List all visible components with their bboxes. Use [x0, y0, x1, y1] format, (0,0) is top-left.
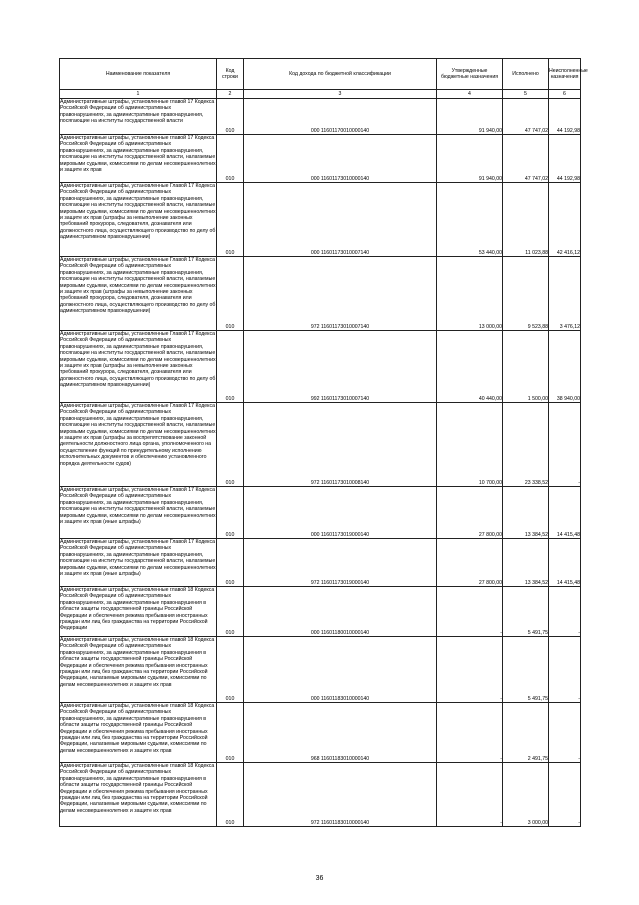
table-row: [60, 135, 581, 183]
indicator-name: Административные штрафы, установленные главой 18 Кодекса Российской Федерации об административных правонарушениях, за административные правонарушения в области защиты государственной границы Российской Федерации и обеспечения режима пребывания иностранных граждан или лиц без гражданства на территории Российской Федерации, налагаемые мировыми судьями, комиссиями по делам несовершеннолетних и защите их прав: [60, 763, 217, 827]
executed-amount: 23 338,52: [503, 403, 549, 487]
table-row: [60, 487, 581, 539]
unexecuted-amount: 3 476,12: [549, 257, 581, 331]
approved-amount: 13 000,00: [437, 257, 503, 331]
table-row: [60, 763, 581, 827]
unexecuted-amount: -: [549, 637, 581, 703]
column-number: 5: [503, 90, 549, 99]
unexecuted-amount: -: [549, 703, 581, 763]
line-code: 010: [217, 331, 244, 403]
indicator-name: Административные штрафы, установленные главой 17 Кодекса Российской Федерации об административных правонарушениях, за административные правонарушения, посягающие на институты государственной власти: [60, 99, 217, 135]
revenue-code: 972 11601173010008140: [244, 403, 437, 487]
revenue-code: 972 11601173019000140: [244, 539, 437, 587]
approved-amount: 27 800,00: [437, 539, 503, 587]
revenue-code: 000 11601173010000140: [244, 135, 437, 183]
approved-amount: -: [437, 763, 503, 827]
header-row: [60, 59, 581, 90]
executed-amount: 3 000,00: [503, 763, 549, 827]
executed-amount: 47 747,02: [503, 135, 549, 183]
line-code: 010: [217, 99, 244, 135]
indicator-name: Административные штрафы, установленные главой 18 Кодекса Российской Федерации об административных правонарушениях, за административные правонарушения в области защиты государственной границы Российской Федерации и обеспечения режима пребывания иностранных граждан или лиц без гражданства на территории Российской Федерации: [60, 587, 217, 637]
budget-execution-table: [59, 58, 588, 827]
column-number: 4: [437, 90, 503, 99]
column-number-row: [60, 90, 581, 99]
line-code: 010: [217, 403, 244, 487]
indicator-name: Административные штрафы, установленные главой 18 Кодекса Российской Федерации об административных правонарушениях, за административные правонарушения в области защиты государственной границы Российской Федерации и обеспечения режима пребывания иностранных граждан или лиц без гражданства на территории Российской Федерации, налагаемые мировыми судьями, комиссиями по делам несовершеннолетних и защите их прав: [60, 703, 217, 763]
table-row: [60, 403, 581, 487]
line-code: 010: [217, 587, 244, 637]
executed-amount: 11 023,88: [503, 183, 549, 257]
approved-amount: 27 800,00: [437, 487, 503, 539]
indicator-name: Административные штрафы, установленные Главой 17 Кодекса Российской Федерации об административных правонарушениях, за административные правонарушения, посягающие на институты государственной власти, налагаемые мировыми судьями, комиссиями по делам несовершеннолетних и защите их прав (иные штрафы): [60, 539, 217, 587]
table-row: [60, 257, 581, 331]
indicator-name: Административные штрафы, установленные Главой 17 Кодекса Российской Федерации об административных правонарушениях, за административные правонарушения, посягающие на институты государственной власти, налагаемые мировыми судьями, комиссиями по делам несовершеннолетних и защите их прав (штрафы за невыполнение законных требований прокурора, следователя, дознавателя или должностного лица, осуществляющего производство по делу об административном правонарушении): [60, 257, 217, 331]
unexecuted-amount: 14 415,48: [549, 487, 581, 539]
column-number: 1: [60, 90, 217, 99]
indicator-name: Административные штрафы, установленные главой 17 Кодекса Российской Федерации об административных правонарушениях, за административные правонарушения, посягающие на институты государственной власти, налагаемые мировыми судьями, комиссиями по делам несовершеннолетних и защите их прав: [60, 135, 217, 183]
approved-amount: 10 700,00: [437, 403, 503, 487]
executed-amount: 5 491,75: [503, 587, 549, 637]
revenue-code: 000 11601180010000140: [244, 587, 437, 637]
indicator-name: Административные штрафы, установленные главой 18 Кодекса Российской Федерации об административных правонарушениях, за административные правонарушения в области защиты государственной границы Российской Федерации и обеспечения режима пребывания иностранных граждан или лиц без гражданства на территории Российской Федерации, налагаемые мировыми судьями, комиссиями по делам несовершеннолетних и защите их прав: [60, 637, 217, 703]
approved-amount: 91 940,00: [437, 135, 503, 183]
approved-amount: -: [437, 703, 503, 763]
line-code: 010: [217, 487, 244, 539]
revenue-code: 968 11601183010000140: [244, 703, 437, 763]
line-code: 010: [217, 763, 244, 827]
unexecuted-amount: 38 940,00: [549, 331, 581, 403]
column-number: 2: [217, 90, 244, 99]
header-line-code: Код строки: [217, 59, 244, 90]
table-row: [60, 183, 581, 257]
line-code: 010: [217, 539, 244, 587]
line-code: 010: [217, 703, 244, 763]
revenue-code: 000 11601173010007140: [244, 183, 437, 257]
indicator-name: Административные штрафы, установленные Главой 17 Кодекса Российской Федерации об административных правонарушениях, за административные правонарушения, посягающие на институты государственной власти, налагаемые мировыми судьями, комиссиями по делам несовершеннолетних и защите их прав (иные штрафы): [60, 487, 217, 539]
header-executed: Исполнено: [503, 59, 549, 90]
executed-amount: 47 747,02: [503, 99, 549, 135]
approved-amount: 53 440,00: [437, 183, 503, 257]
header-unexecuted: Неисполненные назначения: [549, 59, 581, 90]
column-number: 3: [244, 90, 437, 99]
executed-amount: 5 491,75: [503, 637, 549, 703]
indicator-name: Административные штрафы, установленные Главой 17 Кодекса Российской Федерации об административных правонарушениях, за административные правонарушения, посягающие на институты государственной власти, налагаемые мировыми судьями, комиссиями по делам несовершеннолетних и защите их прав (штрафы за невыполнение законных требований прокурора, следователя, дознавателя или должностного лица, осуществляющего производство по делу об административном правонарушении): [60, 183, 217, 257]
revenue-code: 972 11601183010000140: [244, 763, 437, 827]
unexecuted-amount: -: [549, 587, 581, 637]
indicator-name: Административные штрафы, установленные Главой 17 Кодекса Российской Федерации об административных правонарушениях, за административные правонарушения, посягающие на институты государственной власти, налагаемые мировыми судьями, комиссиями по делам несовершеннолетних и защите их прав (штрафы за невыполнение законных требований прокурора, следователя, дознавателя или должностного лица, осуществляющего производство по делу об административном правонарушении): [60, 331, 217, 403]
header-revenue-code: Код дохода по бюджетной классификации: [244, 59, 437, 90]
executed-amount: 2 491,75: [503, 703, 549, 763]
approved-amount: -: [437, 637, 503, 703]
line-code: 010: [217, 183, 244, 257]
line-code: 010: [217, 135, 244, 183]
executed-amount: 9 523,88: [503, 257, 549, 331]
table-row: [60, 539, 581, 587]
unexecuted-amount: 44 192,98: [549, 135, 581, 183]
unexecuted-amount: 44 192,98: [549, 99, 581, 135]
line-code: 010: [217, 257, 244, 331]
approved-amount: -: [437, 587, 503, 637]
revenue-code: 000 11601173019000140: [244, 487, 437, 539]
header-approved: Утвержденные бюджетные назначения: [437, 59, 503, 90]
indicator-name: Административные штрафы, установленные Главой 17 Кодекса Российской Федерации об административных правонарушениях, за административные правонарушения, посягающие на институты государственной власти, налагаемые мировыми судьями, комиссиями по делам несовершеннолетних и защите их прав (штрафы за воспрепятствование законной деятельности должностного лица органа, уполномоченного на осуществление функций по принудительному исполнению исполнительных документов и обеспечению установленного порядка деятельности судов): [60, 403, 217, 487]
table-row: [60, 331, 581, 403]
revenue-code: 000 11601170010000140: [244, 99, 437, 135]
approved-amount: 40 440,00: [437, 331, 503, 403]
revenue-code: 992 11601173010007140: [244, 331, 437, 403]
line-code: 010: [217, 637, 244, 703]
column-number: 6: [549, 90, 581, 99]
header-indicator-name: Наименование показателя: [60, 59, 217, 90]
table-row: [60, 587, 581, 637]
approved-amount: 91 940,00: [437, 99, 503, 135]
page-number: 36: [315, 875, 324, 882]
executed-amount: 13 384,52: [503, 487, 549, 539]
executed-amount: 13 384,52: [503, 539, 549, 587]
revenue-code: 972 11601173010007140: [244, 257, 437, 331]
unexecuted-amount: -: [549, 403, 581, 487]
table-row: [60, 703, 581, 763]
executed-amount: 1 500,00: [503, 331, 549, 403]
table-row: [60, 99, 581, 135]
unexecuted-amount: 14 415,48: [549, 539, 581, 587]
table-row: [60, 637, 581, 703]
unexecuted-amount: -: [549, 763, 581, 827]
unexecuted-amount: 42 416,12: [549, 183, 581, 257]
revenue-code: 000 11601183010000140: [244, 637, 437, 703]
